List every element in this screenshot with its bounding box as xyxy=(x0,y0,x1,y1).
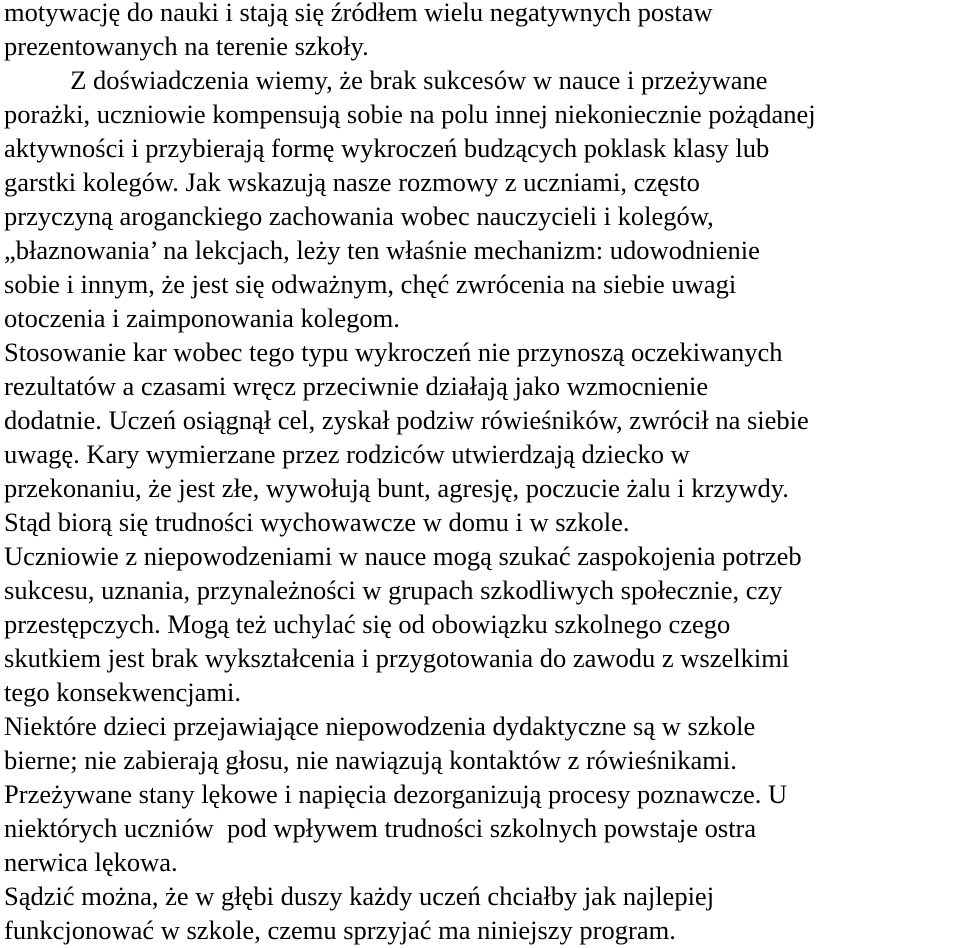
text-line: Stosowanie kar wobec tego typu wykroczeń nie przynoszą oczekiwanych xyxy=(4,337,783,367)
text-line: Stąd biorą się trudności wychowawcze w domu i w szkole. xyxy=(4,507,630,537)
text-line: tego konsekwencjami. xyxy=(4,677,241,707)
text-line: rezultatów a czasami wręcz przeciwnie działają jako wzmocnienie xyxy=(4,371,709,401)
text-line: przekonaniu, że jest złe, wywołują bunt, agresję, poczucie żalu i krzywdy. xyxy=(4,473,789,503)
text-line: otoczenia i zaimponowania kolegom. xyxy=(4,303,400,333)
text-line: przestępczych. Mogą też uchylać się od obowiązku szkolnego czego xyxy=(4,609,731,639)
text-line: „błaznowania’ na lekcjach, leży ten właśnie mechanizm: udowodnienie xyxy=(4,235,760,265)
text-line: niektórych uczniów pod wpływem trudności szkolnych powstaje ostra xyxy=(4,813,757,843)
text-line: przyczyną aroganckiego zachowania wobec nauczycieli i kolegów, xyxy=(4,201,714,231)
text-line: motywację do nauki i stają się źródłem wielu negatywnych postaw xyxy=(4,0,713,27)
text-line: funkcjonować w szkole, czemu sprzyjać ma niniejszy program. xyxy=(4,915,676,945)
text-line: sukcesu, uznania, przynależności w grupach szkodliwych społecznie, czy xyxy=(4,575,783,605)
text-line: Uczniowie z niepowodzeniami w nauce mogą szukać zaspokojenia potrzeb xyxy=(4,541,802,571)
text-line: porażki, uczniowie kompensują sobie na polu innej niekoniecznie pożądanej xyxy=(4,99,816,129)
text-line: aktywności i przybierają formę wykroczeń budzących poklask klasy lub xyxy=(4,133,770,163)
text-line: prezentowanych na terenie szkoły. xyxy=(4,31,369,61)
text-line: garstki kolegów. Jak wskazują nasze rozmowy z uczniami, często xyxy=(4,167,700,197)
text-line: Z doświadczenia wiemy, że brak sukcesów w nauce i przeżywane xyxy=(4,65,768,95)
text-line: uwagę. Kary wymierzane przez rodziców utwierdzają dziecko w xyxy=(4,439,690,469)
text-line: Przeżywane stany lękowe i napięcia dezorganizują procesy poznawcze. U xyxy=(4,779,788,809)
text-line: sobie i innym, że jest się odważnym, chęć zwrócenia na siebie uwagi xyxy=(4,269,737,299)
text-line: Niektóre dzieci przejawiające niepowodzenia dydaktyczne są w szkole xyxy=(4,711,756,741)
text-line: dodatnie. Uczeń osiągnął cel, zyskał podziw rówieśników, zwrócił na siebie xyxy=(4,405,809,435)
text-line: skutkiem jest brak wykształcenia i przygotowania do zawodu z wszelkimi xyxy=(4,643,790,673)
text-line: nerwica lękowa. xyxy=(4,847,178,877)
text-line: Sądzić można, że w głębi duszy każdy uczeń chciałby jak najlepiej xyxy=(4,881,715,911)
text-line: bierne; nie zabierają głosu, nie nawiązują kontaktów z rówieśnikami. xyxy=(4,745,737,775)
